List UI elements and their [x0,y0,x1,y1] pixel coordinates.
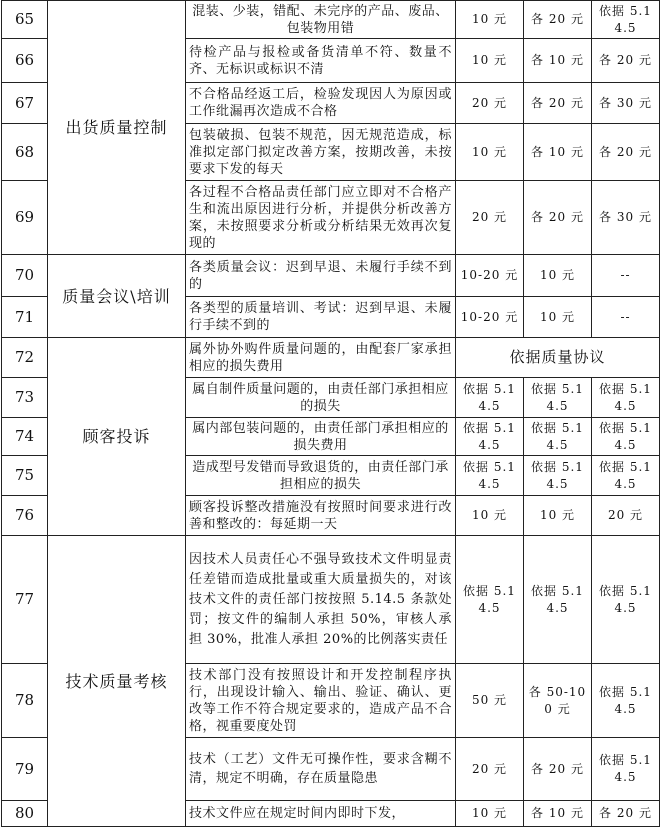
penalty-cell: 各 30 元 [592,83,660,124]
table-row [2,536,660,664]
penalty-cell: 各 20 元 [592,39,660,83]
penalty-cell: 各 20 元 [524,738,592,801]
penalty-cell: 依据 5.14.5 [456,378,524,418]
penalty-cell: 依据 5.14.5 [456,456,524,496]
description-cell: 各过程不合格品责任部门应立即对不合格产生和流出原因进行分析，并提供分析改善方案，未按照要求分析或分析结果无效再次复现的 [186,181,456,255]
description-cell: 混装、少装，错配、未完序的产品、废品、包装物用错 [186,1,456,39]
penalty-cell: 20 元 [592,496,660,536]
row-number: 78 [2,664,48,738]
penalty-cell: 10 元 [524,255,592,297]
row-number: 67 [2,83,48,124]
penalty-cell: 依据 5.14.5 [456,418,524,456]
penalty-cell: 各 20 元 [524,181,592,255]
table-row [2,255,660,297]
penalty-cell: 依据 5.14.5 [524,418,592,456]
row-number: 75 [2,456,48,496]
row-number: 65 [2,1,48,39]
row-number: 70 [2,255,48,297]
merged-penalty-cell: 依据质量协议 [456,338,660,378]
penalty-cell: 10 元 [456,496,524,536]
description-cell: 不合格品经返工后，检验发现因人为原因或工作纰漏再次造成不合格 [186,83,456,124]
penalty-table [1,0,660,827]
row-number: 69 [2,181,48,255]
description-cell: 技术文件应在规定时间内即时下发， [186,801,456,827]
table-row [2,338,660,378]
penalty-cell: 20 元 [456,83,524,124]
row-number: 77 [2,536,48,664]
category-cell: 质量会议\培训 [48,255,186,338]
penalty-cell: 依据 5.14.5 [524,378,592,418]
penalty-cell: 各 10 元 [524,124,592,181]
penalty-cell: 10 元 [456,801,524,827]
category-cell: 出货质量控制 [48,1,186,255]
penalty-cell: 10 元 [524,297,592,338]
penalty-cell: 10 元 [456,124,524,181]
row-number: 66 [2,39,48,83]
description-cell: 待检产品与报检或备货清单不符、数量不齐、无标识或标识不清 [186,39,456,83]
row-number: 74 [2,418,48,456]
penalty-cell: 10 元 [524,496,592,536]
description-cell: 技术部门没有按照设计和开发控制程序执行，出现设计输入、输出、验证、确认、更改等工作不符合规定要求的，造成产品不合格，视重要度处罚 [186,664,456,738]
description-cell: 技术（工艺）文件无可操作性，要求含糊不清，规定不明确，存在质量隐患 [186,738,456,801]
row-number: 72 [2,338,48,378]
description-cell: 各类型的质量培训、考试：迟到早退、未履行手续不到的 [186,297,456,338]
penalty-cell: 10-20 元 [456,297,524,338]
row-number: 79 [2,738,48,801]
penalty-cell: 20 元 [456,738,524,801]
penalty-cell: 各 30 元 [592,181,660,255]
penalty-cell: 各 50-100 元 [524,664,592,738]
category-cell: 技术质量考核 [48,536,186,827]
penalty-cell: 依据 5.14.5 [524,536,592,664]
row-number: 80 [2,801,48,827]
row-number: 76 [2,496,48,536]
penalty-cell: -- [592,297,660,338]
penalty-cell: 各 20 元 [524,1,592,39]
penalty-cell: 50 元 [456,664,524,738]
penalty-cell: 依据 5.14.5 [592,664,660,738]
penalty-cell: 依据 5.14.5 [592,378,660,418]
penalty-cell: 依据 5.14.5 [592,1,660,39]
penalty-cell: 依据 5.14.5 [456,536,524,664]
penalty-cell: 20 元 [456,181,524,255]
penalty-cell: 10 元 [456,39,524,83]
category-cell: 顾客投诉 [48,338,186,536]
penalty-cell: 依据 5.14.5 [592,536,660,664]
description-cell: 各类质量会议：迟到早退、未履行手续不到的 [186,255,456,297]
penalty-cell: 各 20 元 [592,801,660,827]
row-number: 73 [2,378,48,418]
row-number: 68 [2,124,48,181]
description-cell: 造成型号发错而导致退货的，由责任部门承担相应的损失 [186,456,456,496]
penalty-cell: 10-20 元 [456,255,524,297]
penalty-cell: 各 10 元 [524,801,592,827]
penalty-cell: 10 元 [456,1,524,39]
penalty-cell: 依据 5.14.5 [592,738,660,801]
description-cell: 属内部包装问题的，由责任部门承担相应的损失费用 [186,418,456,456]
penalty-cell: 依据 5.14.5 [592,418,660,456]
penalty-cell: -- [592,255,660,297]
row-number: 71 [2,297,48,338]
penalty-cell: 各 10 元 [524,39,592,83]
penalty-cell: 各 20 元 [524,83,592,124]
penalty-cell: 依据 5.14.5 [592,456,660,496]
description-cell: 属外协外购件质量问题的，由配套厂家承担相应的损失费用 [186,338,456,378]
description-cell: 属自制件质量问题的，由责任部门承担相应的损失 [186,378,456,418]
penalty-cell: 各 20 元 [592,124,660,181]
table-row [2,1,660,39]
penalty-cell: 依据 5.14.5 [524,456,592,496]
description-cell: 顾客投诉整改措施没有按照时间要求进行改善和整改的：每延期一天 [186,496,456,536]
description-cell: 包装破损、包装不规范，因无规范造成，标准拟定部门拟定改善方案，按期改善，未按要求下发的每天 [186,124,456,181]
description-cell: 因技术人员责任心不强导致技术文件明显责任差错而造成批量或重大质量损失的，对该技术文件的责任部门按按照 5.14.5 条款处罚；按文件的编制人承担 50%，审核人承担 30%，批准人承担 20%的比例落实责任 [186,536,456,664]
